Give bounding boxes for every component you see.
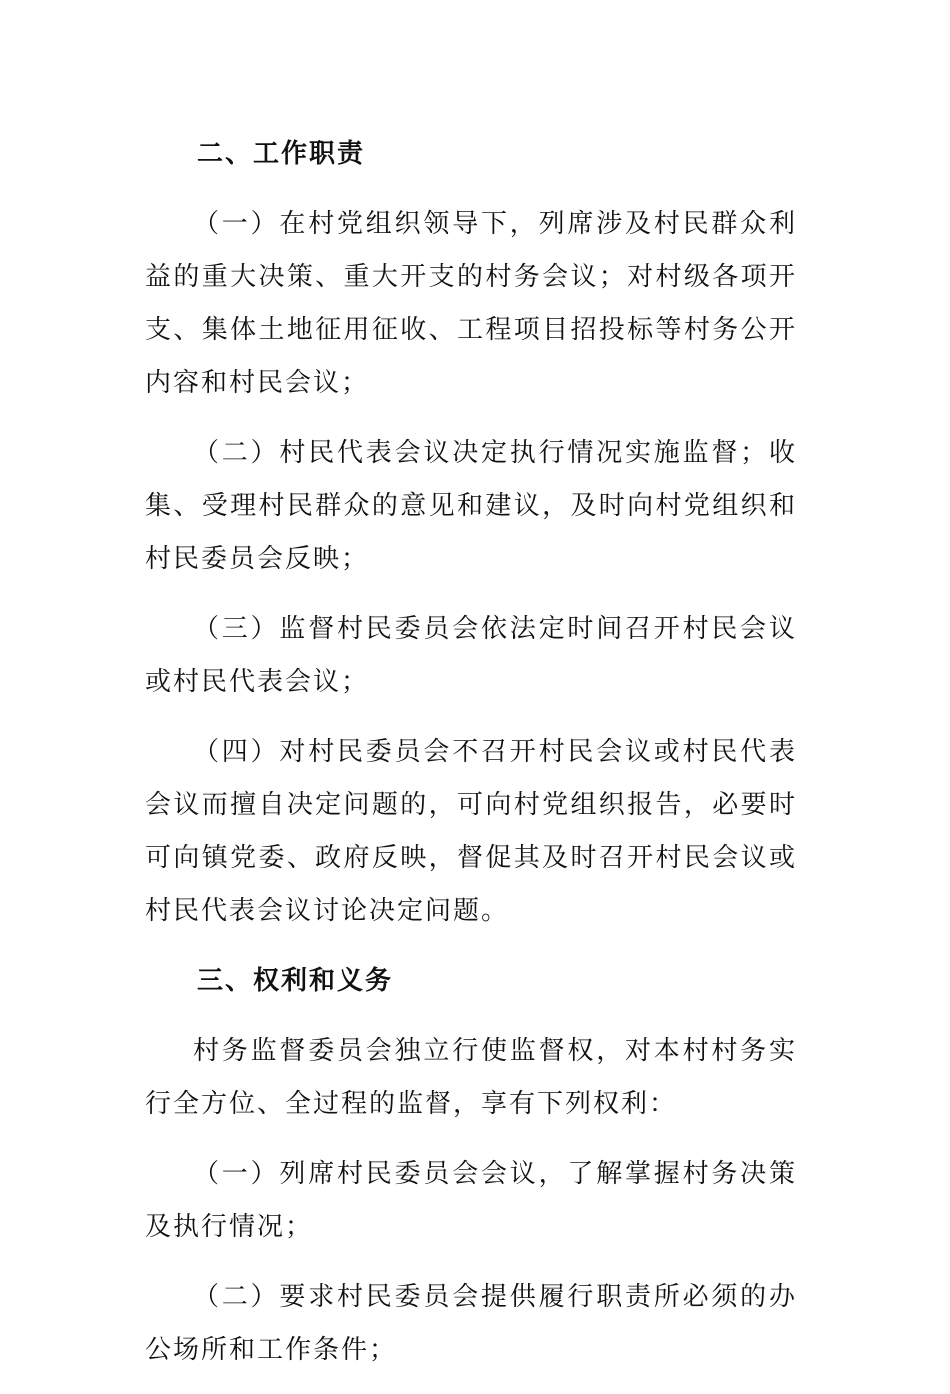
section-heading-rights: 三、权利和义务 — [197, 966, 394, 996]
rights-intro: 村务监督委员会独立行使监督权，对本村村务实行全方位、全过程的监督，享有下列权利： — [145, 1036, 797, 1119]
rights-item-2: （二）要求村民委员会提供履行职责所必须的办公场所和工作条件； — [145, 1282, 797, 1365]
duty-item-1: （一）在村党组织领导下，列席涉及村民群众利益的重大决策、重大开支的村务会议；对村级各项开支、集体土地征用征收、工程项目招投标等村务公开内容和村民会议； — [145, 209, 797, 398]
duty-item-4: （四）对村民委员会不召开村民会议或村民代表会议而擅自决定问题的，可向村党组织报告，必要时可向镇党委、政府反映，督促其及时召开村民会议或村民代表会议讨论决定问题。 — [145, 737, 797, 926]
rights-item-1: （一）列席村民委员会会议，了解掌握村务决策及执行情况； — [145, 1159, 797, 1242]
duty-item-2: （二）村民代表会议决定执行情况实施监督；收集、受理村民群众的意见和建议，及时向村党组织和村民委员会反映； — [145, 438, 797, 574]
document-body — [145, 128, 797, 1394]
section-heading-duties: 二、工作职责 — [197, 139, 366, 169]
duty-item-3: （三）监督村民委员会依法定时间召开村民会议或村民代表会议； — [145, 614, 797, 697]
